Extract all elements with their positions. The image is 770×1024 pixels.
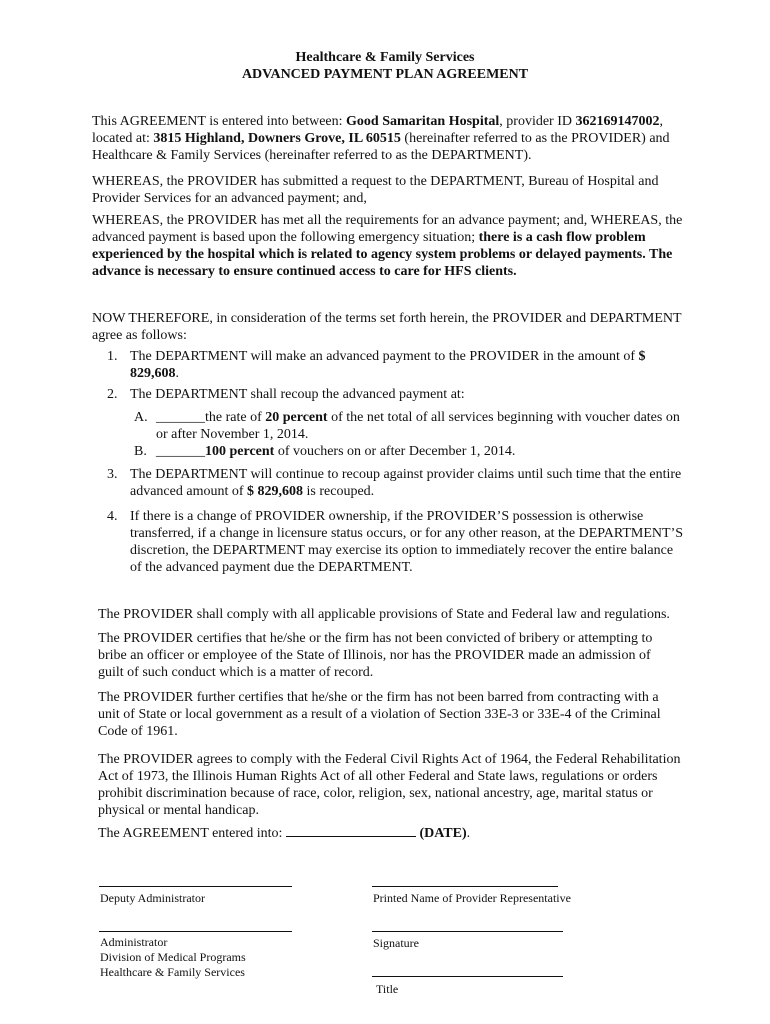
date-blank[interactable] — [286, 824, 416, 837]
whereas-text: WHEREAS, the PROVIDER has met all the requirements for an advance payment; and, WHEREAS, the advanced payment is based upon the following emergency situation; — [92, 213, 683, 245]
item-3-lead: The DEPARTMENT will continue to recoup against provider claims until such time that the entire advanced amount of — [130, 467, 682, 499]
item-3-rest: is recouped. — [303, 484, 375, 499]
agency-label: Healthcare & Family Services — [100, 965, 245, 979]
option-a-rest: of the net total of all services beginning with voucher dates on or after November 1, 2014. — [156, 410, 680, 442]
item-1-end: . — [175, 366, 179, 381]
recoup-option-a — [134, 409, 684, 443]
item-4-text: If there is a change of PROVIDER ownership, if the PROVIDER’S possession is otherwise transferred, if a change in licensure status occurs, or for any other reason, at the DEPARTMENT’S discretion, the DEPARTMENT may exercise its option to immediately recover the entire balance of the advanced payment due the DEPARTMENT. — [130, 509, 684, 575]
item-text — [130, 348, 687, 382]
item-3-text — [130, 466, 687, 500]
option-b-text — [156, 443, 684, 460]
agreement-item-2 — [107, 386, 687, 403]
signature-label: Signature — [373, 936, 419, 950]
option-a-text — [156, 409, 684, 443]
certify-paragraph-1: The PROVIDER certifies that he/she or the firm has not been convicted of bribery or attempting to bribe an officer or employee of the State of Illinois, nor has the PROVIDER made an admission of guilt of such conduct which is a matter of record. — [98, 631, 653, 680]
intro-text: This AGREEMENT is entered into between: — [92, 114, 347, 129]
option-b-rate: 100 percent — [205, 444, 275, 459]
item-1-text: The DEPARTMENT will make an advanced payment to the PROVIDER in the amount of — [130, 349, 636, 364]
date-line-text: The AGREEMENT entered into: — [98, 826, 286, 841]
administrator-signature-line[interactable] — [99, 931, 292, 932]
agreement-item-3 — [107, 466, 687, 500]
whereas-paragraph-2 — [92, 212, 692, 280]
agency-heading: Healthcare & Family Services — [295, 50, 475, 65]
division-label: Division of Medical Programs — [100, 950, 246, 964]
administrator-label: Administrator — [100, 935, 168, 949]
intro-text: , provider ID — [499, 114, 576, 129]
option-a-blank: _______ — [156, 410, 205, 425]
intro-paragraph — [92, 113, 692, 164]
option-a-rate: 20 percent — [265, 410, 328, 425]
whereas-paragraph-1: WHEREAS, the PROVIDER has submitted a request to the DEPARTMENT, Bureau of Hospital and Provider Services for an advanced payment; and, — [92, 174, 659, 206]
emergency-situation: there is a cash flow problem experienced by the hospital which is related to agency system problems or delayed payments. The advance is necessary to ensure continued access to care for HFS clients. — [92, 230, 673, 279]
signature-line[interactable] — [372, 931, 563, 932]
agreement-item-1 — [107, 348, 687, 382]
option-letter: A. — [134, 410, 148, 425]
option-a-lead: the rate of — [205, 410, 266, 425]
intro-text: , located at: — [92, 114, 663, 146]
recoup-amount: $ 829,608 — [247, 484, 304, 499]
document-title: ADVANCED PAYMENT PLAN AGREEMENT — [241, 67, 529, 82]
now-therefore-paragraph: NOW THEREFORE, in consideration of the terms set forth herein, the PROVIDER and DEPARTMENT agree as follows: — [92, 311, 682, 343]
provider-id: 362169147002 — [575, 114, 660, 129]
printed-name-label: Printed Name of Provider Representative — [373, 891, 571, 905]
civil-rights-paragraph: The PROVIDER agrees to comply with the Federal Civil Rights Act of 1964, the Federal Rehabilitation Act of 1973, the Illinois Human Rights Act of all other Federal and State laws, regulations or orders prohibit discrimination because of race, color, religion, sex, national ancestry, age, marital status or physical or mental handicap. — [98, 752, 681, 818]
title-line[interactable] — [372, 976, 563, 977]
provider-address: 3815 Highland, Downers Grove, IL 60515 — [153, 131, 401, 146]
deputy-administrator-label: Deputy Administrator — [100, 891, 205, 905]
deputy-signature-line[interactable] — [99, 886, 292, 887]
option-b-rest: of vouchers on or after December 1, 2014. — [274, 444, 516, 459]
option-b-blank: _______ — [156, 444, 205, 459]
item-2-text: The DEPARTMENT shall recoup the advanced payment at: — [130, 387, 465, 402]
item-number: 1. — [107, 349, 118, 364]
certify-paragraph-2: The PROVIDER further certifies that he/she or the firm has not been barred from contracting with a unit of State or local government as a result of a violation of Section 33E-3 or 33E-4 of the Criminal Code of 1961. — [98, 690, 661, 739]
item-number: 3. — [107, 467, 118, 482]
printed-name-line[interactable] — [372, 886, 558, 887]
comply-paragraph: The PROVIDER shall comply with all applicable provisions of State and Federal law and regulations. — [98, 607, 670, 622]
hospital-name: Good Samaritan Hospital — [346, 114, 500, 129]
title-label: Title — [376, 982, 399, 996]
agreement-item-4 — [107, 508, 687, 576]
advance-amount: $ 829,608 — [130, 349, 646, 381]
agreement-date-line — [98, 824, 658, 842]
item-number: 4. — [107, 509, 118, 524]
item-number: 2. — [107, 387, 118, 402]
intro-text: (hereinafter referred to as the PROVIDER) and Healthcare & Family Services (hereinafter referred to as the DEPARTMENT). — [92, 131, 670, 163]
date-label: (DATE) — [419, 826, 467, 841]
recoup-option-b — [134, 443, 684, 460]
option-letter: B. — [134, 444, 147, 459]
date-line-end: . — [466, 826, 471, 841]
